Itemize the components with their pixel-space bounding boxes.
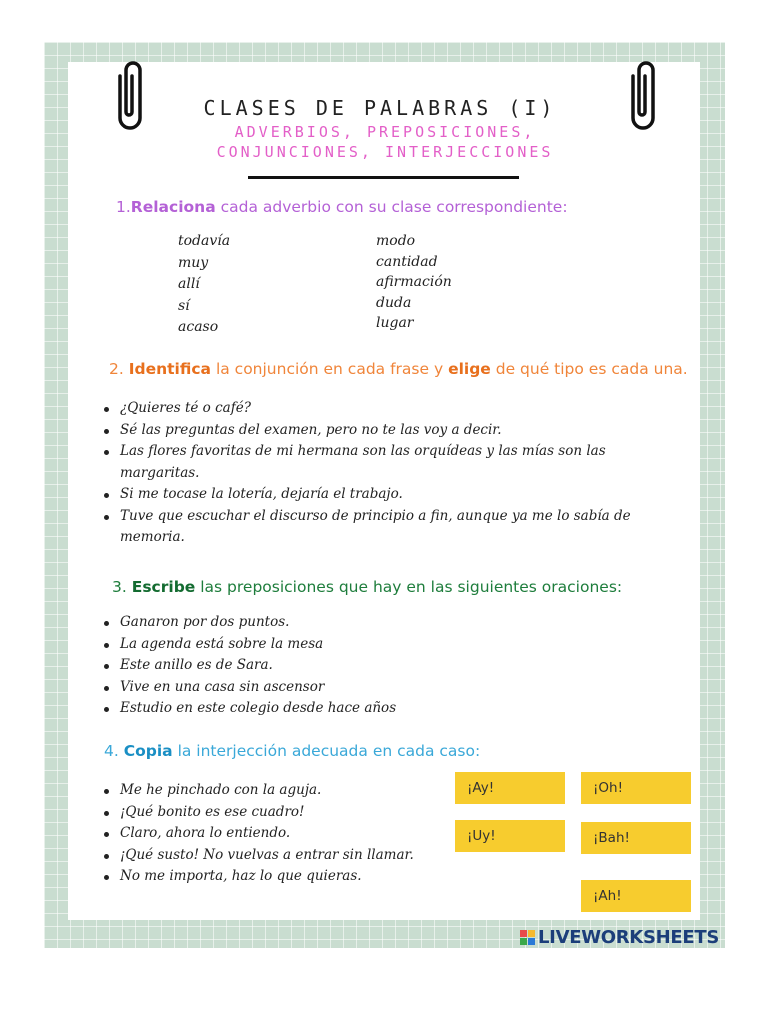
section-instruction: las preposiciones que hay en las siguientes oraciones: — [195, 578, 623, 596]
list-item: La agenda está sobre la mesa — [102, 634, 522, 656]
section-2-heading — [109, 360, 688, 378]
list-item: No me importa, haz lo que quieras. — [102, 866, 442, 888]
section-instruction: de qué tipo es cada una. — [490, 360, 688, 378]
list-item: Si me tocase la lotería, dejaría el trabajo. — [102, 484, 642, 506]
adverb-item[interactable]: allí — [178, 276, 200, 292]
list-item: Ganaron por dos puntos. — [102, 612, 522, 634]
section-keyword: elige — [448, 360, 491, 378]
interjection-option-oh[interactable]: ¡Oh! — [581, 772, 691, 804]
class-item[interactable]: afirmación — [376, 274, 452, 290]
paperclip-icon — [108, 56, 152, 132]
list-item: Tuve que escuchar el discurso de principio a fin, aunque ya me lo sabía de memoria. — [102, 506, 642, 549]
list-item: Claro, ahora lo entiendo. — [102, 823, 442, 845]
brand-text: LIVEWORKSHEETS — [538, 926, 720, 948]
title-divider — [248, 176, 519, 179]
list-item: ¿Quieres té o café? — [102, 398, 642, 420]
adverb-item[interactable]: sí — [178, 297, 190, 314]
preposition-sentence-list — [102, 612, 522, 720]
page-title: CLASES DE PALABRAS (I) — [203, 96, 557, 120]
section-keyword: Escribe — [131, 578, 196, 596]
conjunction-sentence-list — [102, 398, 642, 549]
list-item: Este anillo es de Sara. — [102, 655, 522, 677]
list-item: ¡Qué susto! No vuelvas a entrar sin llamar. — [102, 845, 442, 867]
interjection-option-bah[interactable]: ¡Bah! — [581, 822, 691, 854]
liveworksheets-logo-icon — [520, 930, 535, 945]
class-list — [376, 233, 452, 336]
section-number: 2. — [109, 360, 124, 378]
section-keyword: Relaciona — [130, 198, 216, 216]
section-4-heading — [104, 742, 480, 760]
section-3-heading — [112, 578, 622, 596]
class-item[interactable]: lugar — [376, 315, 414, 331]
page-subtitle — [150, 122, 620, 162]
subtitle-line: ADVERBIOS, PREPOSICIONES, — [234, 123, 536, 141]
adverb-list — [178, 233, 230, 341]
section-keyword: Identifica — [128, 360, 212, 378]
list-item: Estudio en este colegio desde hace años — [102, 698, 522, 720]
list-item: Me he pinchado con la aguja. — [102, 780, 442, 802]
list-item: ¡Qué bonito es ese cuadro! — [102, 802, 442, 824]
subtitle-line: CONJUNCIONES, INTERJECCIONES — [216, 143, 554, 161]
interjection-option-uy[interactable]: ¡Uy! — [455, 820, 565, 852]
section-instruction: la conjunción en cada frase y — [211, 360, 449, 378]
adverb-item[interactable]: acaso — [178, 319, 219, 335]
class-item[interactable]: cantidad — [376, 253, 438, 270]
list-item: Sé las preguntas del examen, pero no te las voy a decir. — [102, 420, 642, 442]
liveworksheets-brand[interactable] — [520, 925, 719, 949]
list-item: Vive en una casa sin ascensor — [102, 677, 522, 699]
list-item: Las flores favoritas de mi hermana son las orquídeas y las mías son las margaritas. — [102, 441, 642, 484]
interjection-sentence-list — [102, 780, 442, 888]
class-item[interactable]: duda — [376, 294, 412, 311]
section-instruction: cada adverbio con su clase correspondiente: — [215, 198, 568, 216]
adverb-item[interactable]: todavía — [178, 233, 231, 249]
section-1-heading — [116, 198, 568, 216]
section-number: 3. — [112, 578, 127, 596]
section-keyword: Copia — [123, 742, 173, 760]
section-number: 4. — [104, 742, 119, 760]
paperclip-icon — [621, 56, 665, 132]
section-number: 1. — [116, 198, 131, 216]
interjection-option-ah[interactable]: ¡Ah! — [581, 880, 691, 912]
section-instruction: la interjección adecuada en cada caso: — [172, 742, 481, 760]
adverb-item[interactable]: muy — [178, 254, 209, 271]
class-item[interactable]: modo — [376, 233, 416, 249]
interjection-option-ay[interactable]: ¡Ay! — [455, 772, 565, 804]
